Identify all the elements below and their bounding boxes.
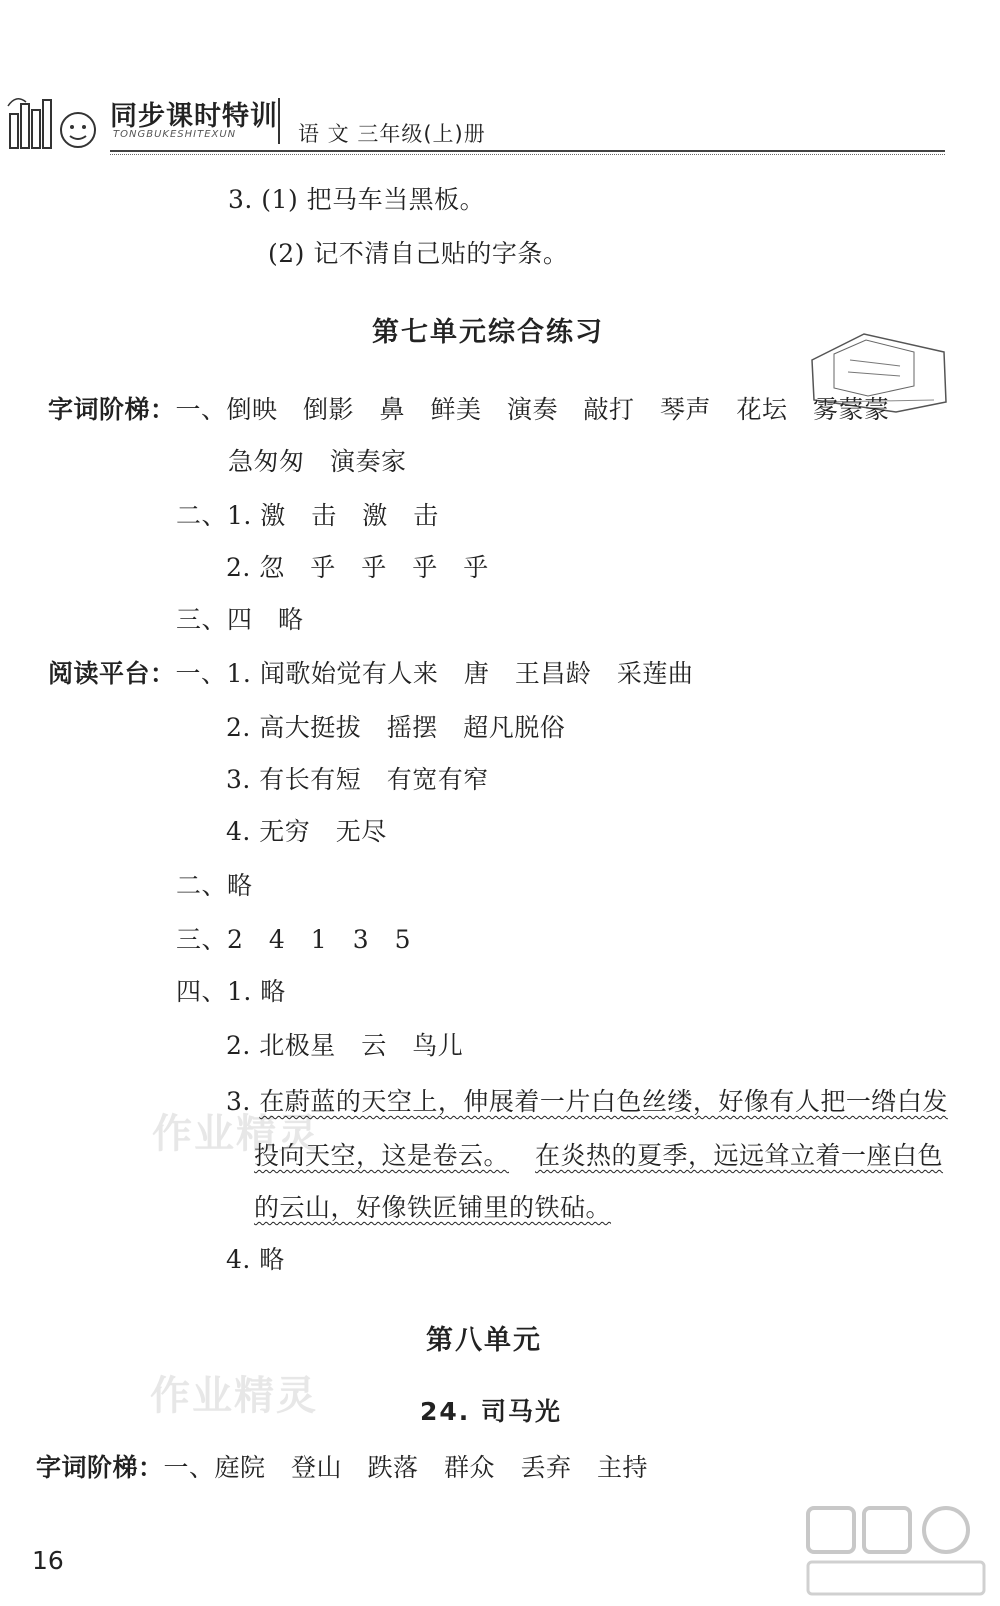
watermark-text: 作业精灵 <box>150 1373 318 1419</box>
answer-line-underlined <box>226 1082 948 1118</box>
answer-text: 一、庭院 登山 跌落 群众 丢弃 主持 <box>163 1453 649 1482</box>
series-title: 同步课时特训 <box>110 101 278 132</box>
underlined-sentence: 的云山，好像铁匠铺里的铁砧。 <box>254 1193 612 1222</box>
underlined-sentence: 投向天空，这是卷云。 <box>254 1141 510 1170</box>
unit8-title: 第八单元 <box>426 1325 542 1356</box>
answer-line: 三、四 略 <box>176 605 304 634</box>
answer-line: 4. 无穷 无尽 <box>226 817 387 846</box>
answer-line: (2) 记不清自己贴的字条。 <box>268 239 569 268</box>
answer-line: 三、2 4 1 3 5 <box>176 925 412 954</box>
unit7-title: 第七单元综合练习 <box>372 317 604 348</box>
section-label: 字词阶梯： <box>36 1453 164 1482</box>
answer-number: 3. <box>226 1087 260 1116</box>
reading-row-1 <box>48 654 693 690</box>
answer-line-underlined <box>254 1136 943 1172</box>
page-number: 16 <box>32 1546 64 1575</box>
answer-line: 3. (1) 把马车当黑板。 <box>228 185 486 214</box>
site-watermark-logo-icon <box>796 1498 996 1606</box>
answer-line: 四、1. 略 <box>176 977 286 1006</box>
answer-line: 二、略 <box>176 871 253 900</box>
section-label: 阅读平台： <box>48 659 176 688</box>
answer-line-underlined <box>254 1188 611 1224</box>
answer-line: 2. 忽 乎 乎 乎 乎 <box>226 553 489 582</box>
page-header <box>0 0 1000 170</box>
book-logo-icon <box>6 92 106 152</box>
answer-line: 3. 有长有短 有宽有窄 <box>226 765 489 794</box>
header-divider <box>278 98 280 144</box>
answer-line: 急匆匆 演奏家 <box>228 447 407 476</box>
answer-line: 2. 高大挺拔 摇摆 超凡脱俗 <box>226 713 566 742</box>
answer-text: 一、1. 闻歌始觉有人来 唐 王昌龄 采莲曲 <box>175 659 694 688</box>
words-row-1 <box>48 390 890 426</box>
answer-line: 2. 北极星 云 鸟儿 <box>226 1031 464 1060</box>
answer-line: 二、1. 激 击 激 击 <box>176 501 439 530</box>
subject-info: 语 文 三年级(上)册 <box>298 122 486 146</box>
series-pinyin: TONGBUKESHITEXUN <box>113 129 237 140</box>
header-rule <box>110 150 945 152</box>
header-rule-dotted <box>110 154 945 155</box>
words-row-1 <box>36 1448 648 1484</box>
underlined-sentence: 在炎热的夏季，远远耸立着一座白色 <box>535 1141 944 1170</box>
underlined-sentence: 在蔚蓝的天空上，伸展着一片白色丝缕，好像有人把一绺白发 <box>259 1087 948 1116</box>
watermark-text: 作业精灵 <box>152 1111 320 1157</box>
lesson-title: 24. 司马光 <box>420 1397 562 1426</box>
answer-text: 一、倒映 倒影 鼻 鲜美 演奏 敲打 琴声 花坛 雾蒙蒙 <box>175 395 890 424</box>
section-label: 字词阶梯： <box>48 395 176 424</box>
answer-line: 4. 略 <box>226 1245 285 1274</box>
